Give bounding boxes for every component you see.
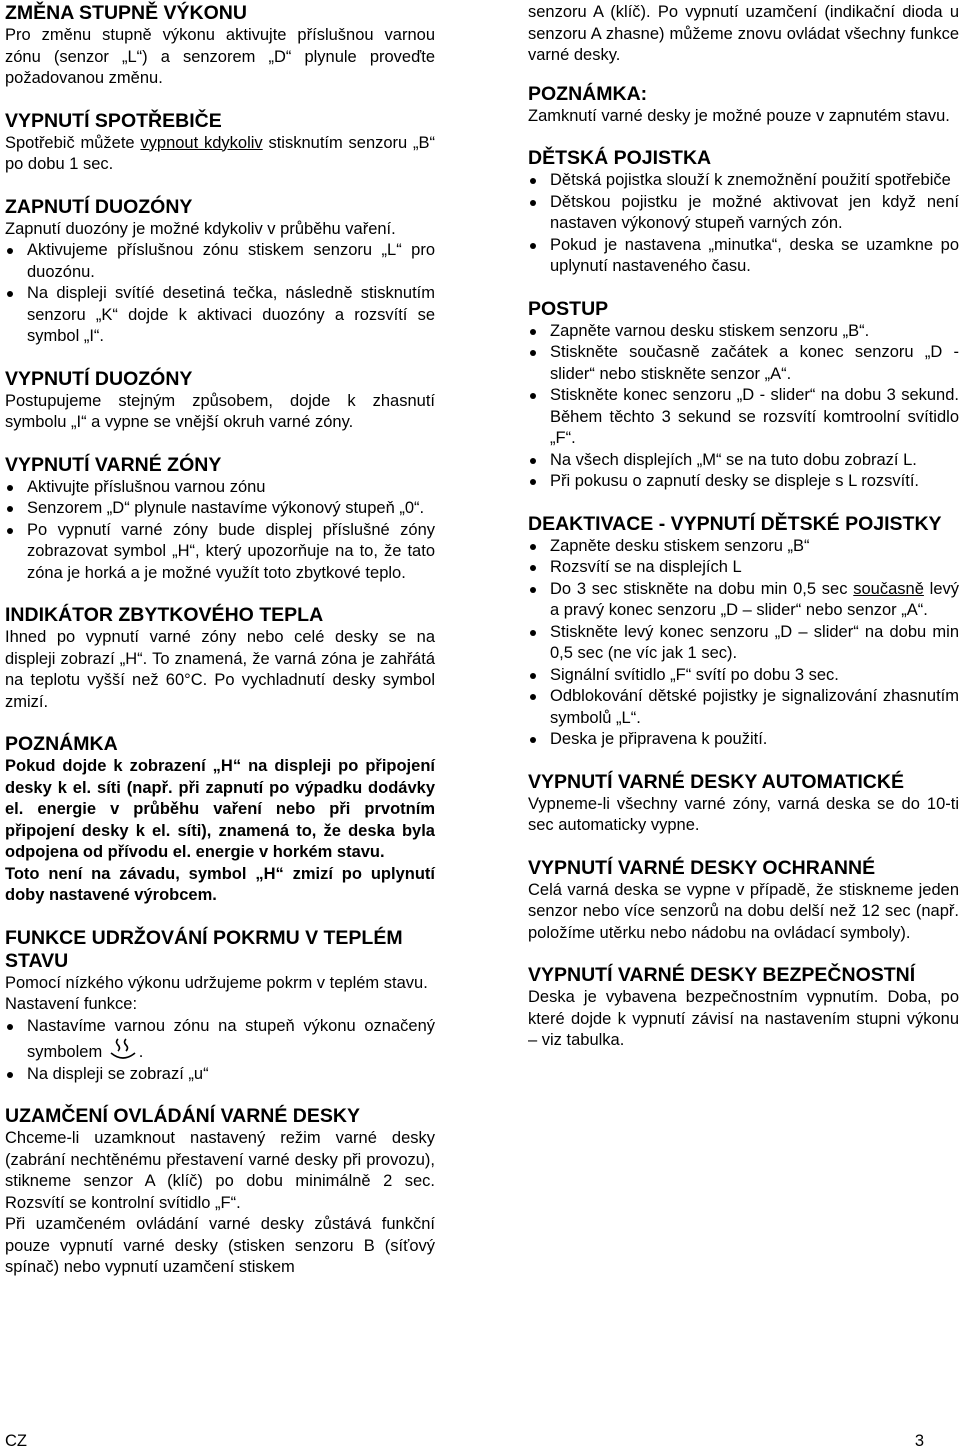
section-title: VYPNUTÍ VARNÉ ZÓNY bbox=[5, 453, 222, 476]
bullet-list bbox=[528, 536, 959, 751]
bullet-list bbox=[5, 1016, 435, 1086]
list-item: Dětská pojistka slouží k znemožnění použití spotřebiče bbox=[528, 170, 959, 192]
list-item: Do 3 sec stiskněte na dobu min 0,5 sec současně levý a pravý konec senzoru „D – slider“ nebo senzor „A“. bbox=[528, 579, 959, 622]
left-column bbox=[5, 2, 435, 1279]
paragraph: Celá varná deska se vypne v případě, že stiskneme jeden senzor nebo více senzorů na dobu delší než 12 sec (např. položíme utěrku nebo nádobu na ovládací symboly). bbox=[528, 880, 959, 942]
paragraph: Spotřebič můžete vypnout kdykoliv stisknutím senzoru „B“ po dobu 1 sec. bbox=[5, 133, 436, 173]
list-item: Rozsvítí se na displejích L bbox=[528, 557, 959, 579]
list-item: Aktivujeme příslušnou zónu stiskem senzoru „L“ pro duozónu. bbox=[5, 240, 435, 283]
section-title: FUNKCE UDRŽOVÁNÍ POKRMU V TEPLÉM STAVU bbox=[5, 926, 403, 972]
list-item: Signální svítidlo „F“ svítí po dobu 3 sec. bbox=[528, 665, 959, 687]
page-number: 3 bbox=[914, 1432, 924, 1450]
list-item: Nastavíme varnou zónu na stupeň výkonu označený symbolem . bbox=[5, 1016, 435, 1064]
paragraph: senzoru A (klíč). Po vypnutí uzamčení (indikační dioda u senzoru A zhasne) můžeme znovu ovládat všechny funkce varné desky. bbox=[528, 3, 959, 64]
section-title: VYPNUTÍ VARNÉ DESKY BEZPEČNOSTNÍ bbox=[528, 964, 916, 986]
list-item: Na displeji svítíé desetiná tečka, následně stisknutím senzoru „K“ dojde k aktivaci duozóny a rozsvítí se symbol „I“. bbox=[5, 283, 435, 348]
paragraph: Nastavení funkce: bbox=[5, 995, 138, 1013]
section-title: ZAPNUTÍ DUOZÓNY bbox=[5, 195, 193, 218]
bullet-list bbox=[5, 240, 435, 348]
section-title: POZNÁMKA: bbox=[528, 82, 648, 105]
section-title: DĚTSKÁ POJISTKA bbox=[528, 147, 712, 169]
footer-language: CZ bbox=[5, 1432, 27, 1450]
paragraph: Deska je vybavena bezpečnostním vypnutím. Doba, po které dojde k vypnutí závisí na nastavením stupni výkonu – viz tabulka. bbox=[528, 988, 959, 1049]
section-title: VYPNUTÍ VARNÉ DESKY AUTOMATICKÉ bbox=[528, 770, 904, 793]
bullet-list bbox=[5, 477, 435, 585]
list-item: Zapněte desku stiskem senzoru „B“ bbox=[528, 536, 959, 558]
list-item: Senzorem „D“ plynule nastavíme výkonový stupeň „0“. bbox=[5, 498, 435, 520]
bullet-list bbox=[528, 321, 959, 493]
list-item: Po vypnutí varné zóny bude displej příslušné zóny zobrazovat symbol „H“, který upozorňuje na to, že tato zóna je horká a je možné využít toto zbytkové teplo. bbox=[5, 520, 435, 585]
paragraph: Zamknutí varné desky je možné pouze v zapnutém stavu. bbox=[528, 106, 950, 125]
paragraph: Chceme-li uzamknout nastavený režim varné desky (zabrání nechtěnému přestavení varné desky při provozu), stikneme senzor A (klíč) po dobu minimálně 2 sec. Rozsvítí se kontrolní svítidlo „F“. bbox=[5, 1129, 435, 1212]
list-item: Zapněte varnou desku stiskem senzoru „B“. bbox=[528, 321, 959, 343]
list-item: Stiskněte konec senzoru „D - slider“ na dobu 3 sekund. Během těchto 3 sekund se rozsvítí komtroolní svítidlo „F“. bbox=[528, 385, 959, 450]
section-title: POZNÁMKA bbox=[5, 733, 118, 755]
paragraph: Postupujeme stejným způsobem, dojde k zhasnutí symbolu „I“ a vypne se vnější okruh varné zóny. bbox=[5, 391, 435, 431]
bullet-list bbox=[528, 170, 959, 278]
section-title: VYPNUTÍ SPOTŘEBIČE bbox=[5, 109, 222, 132]
paragraph: Pro změnu stupně výkonu aktivujte příslušnou varnou zónu (senzor „L“) a senzorem „D“ plynule proveďte požadovanou změnu. bbox=[5, 26, 435, 87]
section-title: INDIKÁTOR ZBYTKOVÉHO TEPLA bbox=[5, 604, 324, 626]
steam-symbol-icon bbox=[109, 1037, 137, 1061]
paragraph: Při uzamčeném ovládání varné desky zůstává funkční pouze vypnutí varné desky (stisken senzoru B (síťový spínač) nebo vypnutí uzamčení stiskem bbox=[5, 1215, 435, 1276]
paragraph: Pomocí nízkého výkonu udržujeme pokrm v teplém stavu. bbox=[5, 973, 428, 992]
list-item: Odblokování dětské pojistky je signalizování zhasnutím symbolů „L“. bbox=[528, 686, 959, 729]
list-item: Stiskněte současně začátek a konec senzoru „D - slider“ nebo stiskněte senzor „A“. bbox=[528, 342, 959, 385]
section-title: VYPNUTÍ VARNÉ DESKY OCHRANNÉ bbox=[528, 856, 876, 879]
paragraph: Vypneme-li všechny varné zóny, varná deska se do 10-ti sec automaticky vypne. bbox=[528, 794, 959, 834]
note-paragraph: Toto není na závadu, symbol „H“ zmizí po uplynutí doby nastavené výrobcem. bbox=[5, 864, 435, 904]
list-item: Stiskněte levý konec senzoru „D – slider“ na dobu min 0,5 sec (ne víc jak 1 sec). bbox=[528, 622, 959, 665]
list-item: Dětskou pojistku je možné aktivovat jen když není nastaven výkonový stupeň varných zón. bbox=[528, 192, 959, 235]
section-title: VYPNUTÍ DUOZÓNY bbox=[5, 367, 193, 390]
list-item: Na všech displejích „M“ se na tuto dobu zobrazí L. bbox=[528, 450, 959, 472]
list-item: Aktivujte příslušnou varnou zónu bbox=[5, 477, 435, 499]
section-title: UZAMČENÍ OVLÁDÁNÍ VARNÉ DESKY bbox=[5, 1105, 360, 1127]
section-title: POSTUP bbox=[528, 297, 609, 320]
list-item: Pokud je nastavena „minutka“, deska se uzamkne po uplynutí nastaveného času. bbox=[528, 235, 959, 278]
section-title: DEAKTIVACE - VYPNUTÍ DĚTSKÉ POJISTKY bbox=[528, 512, 942, 535]
list-item: Při pokusu o zapnutí desky se displeje s L rozsvítí. bbox=[528, 471, 959, 493]
note-paragraph: Pokud dojde k zobrazení „H“ na displeji po připojení desky k el. síti (např. při zapnutí po výpadku dodávky el. energie v průběhu vaření nebo při prvotním připojení desky k el. síti), znamená to, že deska byla odpojena od přívodu el. energie v horkém stavu. bbox=[5, 757, 435, 861]
paragraph: Ihned po vypnutí varné zóny nebo celé desky se na displeji zobrazí „H“. To znamená, že varná zóna je zahřátá na teplotu vyšší než 60°C. Po vychladnutí desky symbol zmizí. bbox=[5, 628, 435, 711]
paragraph: Zapnutí duozóny je možné kdykoliv v průběhu vaření. bbox=[5, 219, 396, 238]
list-item: Deska je připravena k použití. bbox=[528, 729, 959, 751]
list-item: Na displeji se zobrazí „u“ bbox=[5, 1064, 435, 1086]
right-column bbox=[528, 2, 959, 1052]
section-title: ZMĚNA STUPNĚ VÝKONU bbox=[5, 2, 247, 24]
